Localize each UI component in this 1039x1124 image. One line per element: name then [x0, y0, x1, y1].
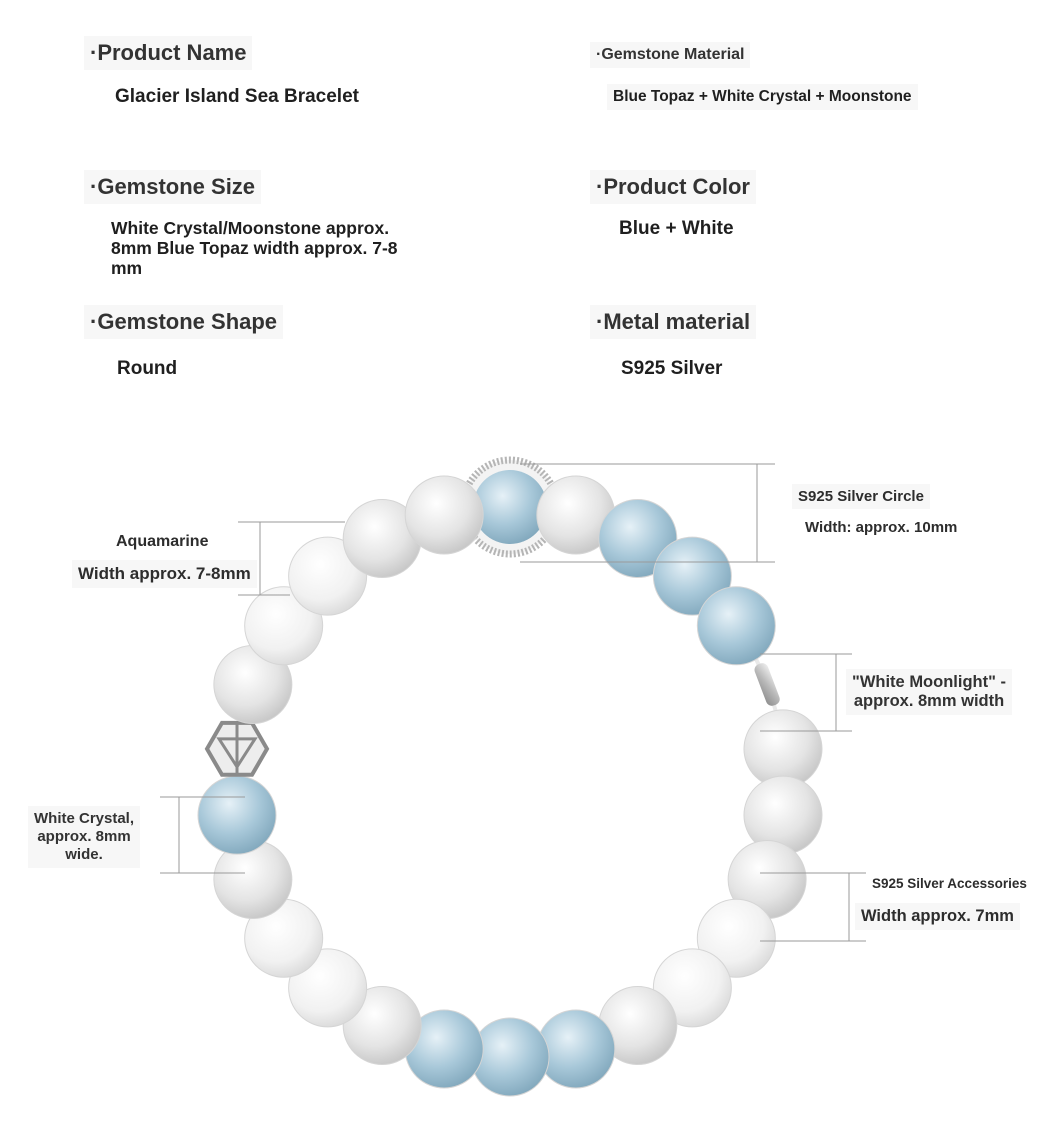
white-crystal-annotation — [28, 806, 140, 868]
white-crystal-line2: approx. 8mm — [37, 828, 131, 845]
gemstone-shape-value: Round — [117, 358, 178, 379]
crystal-bead — [405, 476, 483, 554]
metal-material-label: ·Metal material — [590, 305, 756, 339]
silver-circle-title: S925 Silver Circle — [792, 484, 930, 509]
white-crystal-title: White Crystal, — [34, 810, 135, 827]
silver-spacer — [753, 661, 782, 707]
silver-circle-detail: Width: approx. 10mm — [805, 519, 958, 536]
gemstone-size-label: ·Gemstone Size — [84, 170, 261, 204]
blue-topaz-stone — [473, 470, 547, 544]
white-crystal-line3: wide. — [65, 846, 103, 863]
silver-accessories-title: S925 Silver Accessories — [872, 876, 1027, 891]
silver-accessories-detail: Width approx. 7mm — [855, 903, 1020, 930]
product-color-value: Blue + White — [619, 218, 734, 239]
product-name-label: ·Product Name — [84, 36, 252, 70]
metal-material-value: S925 Silver — [621, 358, 723, 379]
gemstone-shape-label: ·Gemstone Shape — [84, 305, 283, 339]
moonlight-annotation — [846, 669, 1012, 715]
gemstone-material-value: Blue Topaz + White Crystal + Moonstone — [607, 84, 918, 110]
gemstone-size-value: White Crystal/Moonstone approx. 8mm Blue Topaz width approx. 7-8 mm — [111, 218, 398, 278]
gemstone-material-label: ·Gemstone Material — [590, 42, 750, 68]
aquamarine-detail: Width approx. 7-8mm — [72, 560, 257, 588]
moonlight-detail: approx. 8mm width — [853, 692, 1005, 710]
product-color-label: ·Product Color — [590, 170, 756, 204]
moonlight-title: "White Moonlight" - — [852, 673, 1007, 691]
aquamarine-bead — [198, 776, 276, 854]
aquamarine-bead — [697, 587, 775, 665]
product-name-value: Glacier Island Sea Bracelet — [115, 86, 359, 107]
aquamarine-title: Aquamarine — [116, 533, 209, 550]
bead-ring — [198, 460, 822, 1096]
